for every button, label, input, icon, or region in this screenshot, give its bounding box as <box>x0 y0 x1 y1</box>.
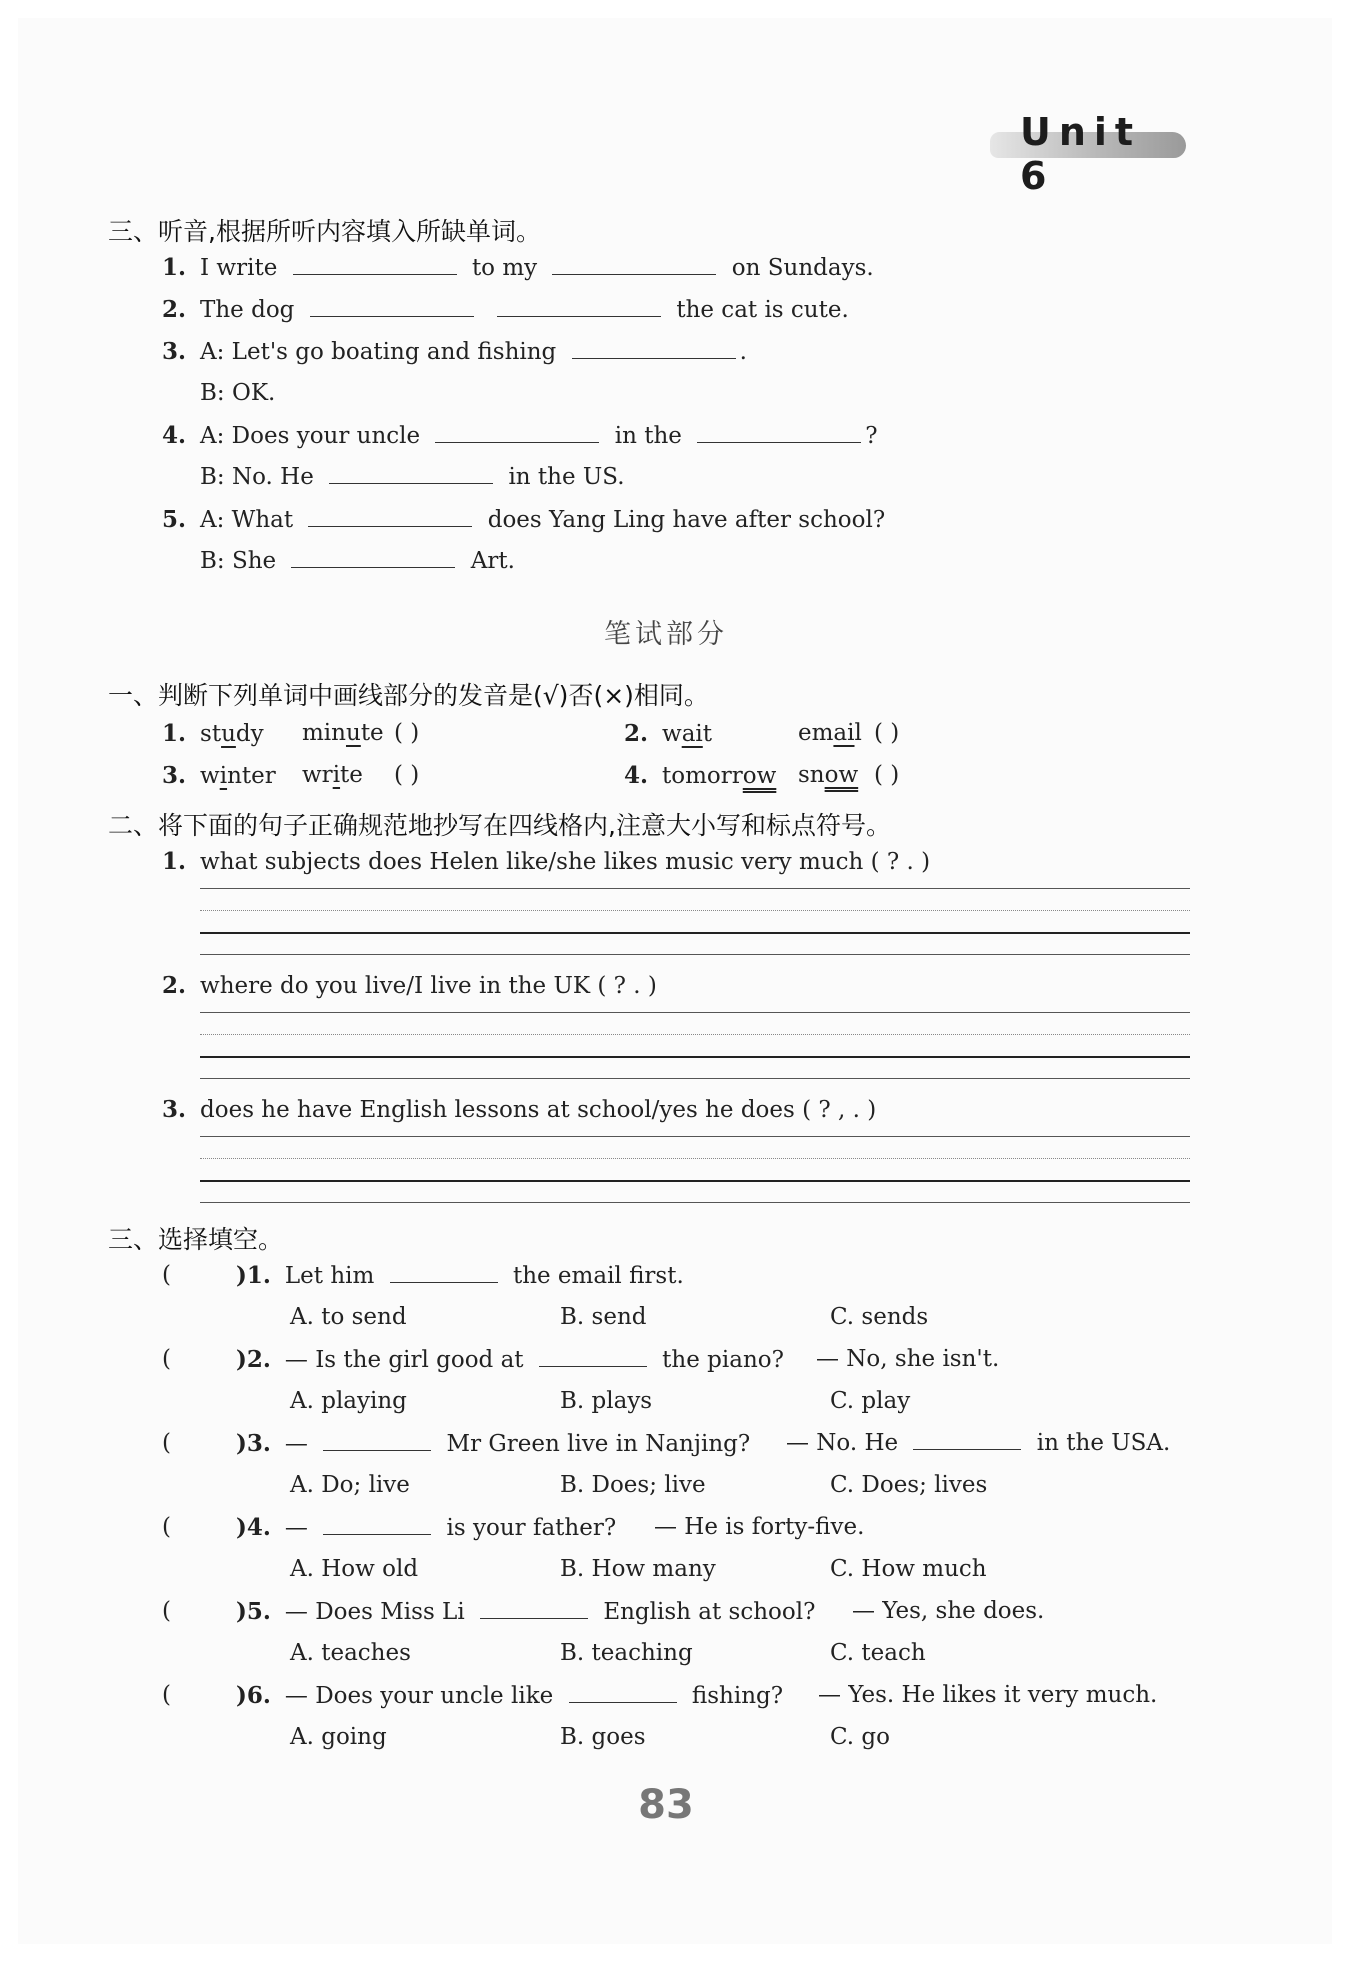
answer-blank[interactable] <box>539 1348 647 1367</box>
choice-option-b[interactable]: B. Does; live <box>560 1472 706 1498</box>
choice-question-2: )2. — Is the girl good at the piano? <box>236 1346 784 1373</box>
choice-question-3-reply: — No. He in the USA. <box>786 1430 1171 1456</box>
choice-answer-paren[interactable]: ( <box>162 1598 171 1624</box>
choice-answer-paren[interactable]: ( <box>162 1514 171 1540</box>
answer-blank[interactable] <box>435 424 599 443</box>
answer-blank[interactable] <box>697 424 861 443</box>
choice-answer-paren[interactable]: ( <box>162 1430 171 1456</box>
choice-question-1: )1. Let him the email first. <box>236 1262 684 1289</box>
choice-option-c[interactable]: C. go <box>830 1724 890 1750</box>
answer-blank[interactable] <box>323 1516 431 1535</box>
choice-question-6: )6. — Does your uncle like fishing? <box>236 1682 784 1709</box>
choice-option-c[interactable]: C. teach <box>830 1640 926 1666</box>
four-line-grid[interactable] <box>200 888 1190 954</box>
choice-question-2-reply: — No, she isn't. <box>816 1346 1000 1372</box>
page-number: 83 <box>638 1782 694 1828</box>
four-line-grid[interactable] <box>200 1136 1190 1202</box>
phonics-heading: 一、判断下列单词中画线部分的发音是(√)否(×)相同。 <box>108 681 709 710</box>
choice-option-c[interactable]: C. Does; lives <box>830 1472 988 1498</box>
choice-option-b[interactable]: B. send <box>560 1304 647 1330</box>
copying-heading: 二、将下面的句子正确规范地抄写在四线格内,注意大小写和标点符号。 <box>108 811 891 840</box>
choice-heading: 三、选择填空。 <box>108 1225 284 1254</box>
answer-blank[interactable] <box>552 256 716 275</box>
choice-option-c[interactable]: C. sends <box>830 1304 929 1330</box>
answer-blank[interactable] <box>480 1600 588 1619</box>
answer-blank[interactable] <box>308 508 472 527</box>
answer-blank[interactable] <box>323 1432 431 1451</box>
choice-question-3: )3. — Mr Green live in Nanjing? <box>236 1430 751 1457</box>
choice-option-c[interactable]: C. How much <box>830 1556 987 1582</box>
phonics-item-3: 3. winter <box>162 762 276 789</box>
answer-parentheses[interactable]: ( ) <box>874 720 900 746</box>
phonics-item-1: 1. study <box>162 720 264 747</box>
answer-parentheses[interactable]: ( ) <box>394 720 420 746</box>
choice-option-a[interactable]: A. Do; live <box>290 1472 410 1498</box>
listening-q4: 4. A: Does your uncle in the ? <box>162 422 878 449</box>
copy-sentence-1: 1. what subjects does Helen like/she likes music very much ( ? . ) <box>162 848 931 875</box>
copy-sentence-3: 3. does he have English lessons at school/yes he does ( ? , . ) <box>162 1096 877 1123</box>
choice-option-a[interactable]: A. playing <box>290 1388 407 1414</box>
copy-sentence-2: 2. where do you live/I live in the UK ( ? . ) <box>162 972 657 999</box>
listening-q2: 2. The dog the cat is cute. <box>162 296 849 323</box>
answer-blank[interactable] <box>913 1431 1021 1450</box>
answer-blank[interactable] <box>329 465 493 484</box>
choice-answer-paren[interactable]: ( <box>162 1346 171 1372</box>
listening-q3-reply: B: OK. <box>200 380 276 406</box>
listening-heading: 三、听音,根据所听内容填入所缺单词。 <box>108 217 541 246</box>
choice-option-a[interactable]: A. How old <box>290 1556 419 1582</box>
choice-option-c[interactable]: C. play <box>830 1388 911 1414</box>
answer-blank[interactable] <box>310 298 474 317</box>
phonics-item-1-word2: minute <box>302 720 384 746</box>
listening-q5: 5. A: What does Yang Ling have after school? <box>162 506 886 533</box>
answer-blank[interactable] <box>293 256 457 275</box>
phonics-item-4: 4. tomorrow <box>624 762 777 789</box>
answer-blank[interactable] <box>569 1684 677 1703</box>
answer-blank[interactable] <box>291 549 455 568</box>
unit-title: Unit 6 <box>1020 110 1142 198</box>
choice-option-a[interactable]: A. going <box>290 1724 387 1750</box>
answer-parentheses[interactable]: ( ) <box>874 762 900 788</box>
choice-option-a[interactable]: A. to send <box>290 1304 407 1330</box>
choice-answer-paren[interactable]: ( <box>162 1262 171 1288</box>
phonics-item-2: 2. wait <box>624 720 713 747</box>
choice-option-b[interactable]: B. How many <box>560 1556 716 1582</box>
choice-question-4: )4. — is your father? <box>236 1514 617 1541</box>
phonics-item-4-word2: snow <box>798 762 859 788</box>
choice-option-b[interactable]: B. plays <box>560 1388 653 1414</box>
choice-question-5-reply: — Yes, she does. <box>852 1598 1045 1624</box>
listening-q4-reply: B: No. He in the US. <box>200 464 625 490</box>
choice-answer-paren[interactable]: ( <box>162 1682 171 1708</box>
answer-blank[interactable] <box>497 298 661 317</box>
choice-question-6-reply: — Yes. He likes it very much. <box>818 1682 1158 1708</box>
choice-option-a[interactable]: A. teaches <box>290 1640 411 1666</box>
listening-q1: 1. I write to my on Sundays. <box>162 254 874 281</box>
choice-question-5: )5. — Does Miss Li English at school? <box>236 1598 816 1625</box>
written-heading: 笔试部分 <box>604 619 728 650</box>
choice-option-b[interactable]: B. goes <box>560 1724 646 1750</box>
four-line-grid[interactable] <box>200 1012 1190 1078</box>
choice-question-4-reply: — He is forty-five. <box>654 1514 865 1540</box>
listening-q3: 3. A: Let's go boating and fishing . <box>162 338 747 365</box>
answer-blank[interactable] <box>572 340 736 359</box>
listening-q5-reply: B: She Art. <box>200 548 515 574</box>
choice-option-b[interactable]: B. teaching <box>560 1640 693 1666</box>
answer-blank[interactable] <box>390 1264 498 1283</box>
phonics-item-2-word2: email <box>798 720 862 746</box>
unit-badge <box>990 110 1186 198</box>
answer-parentheses[interactable]: ( ) <box>394 762 420 788</box>
phonics-item-3-word2: write <box>302 762 363 788</box>
